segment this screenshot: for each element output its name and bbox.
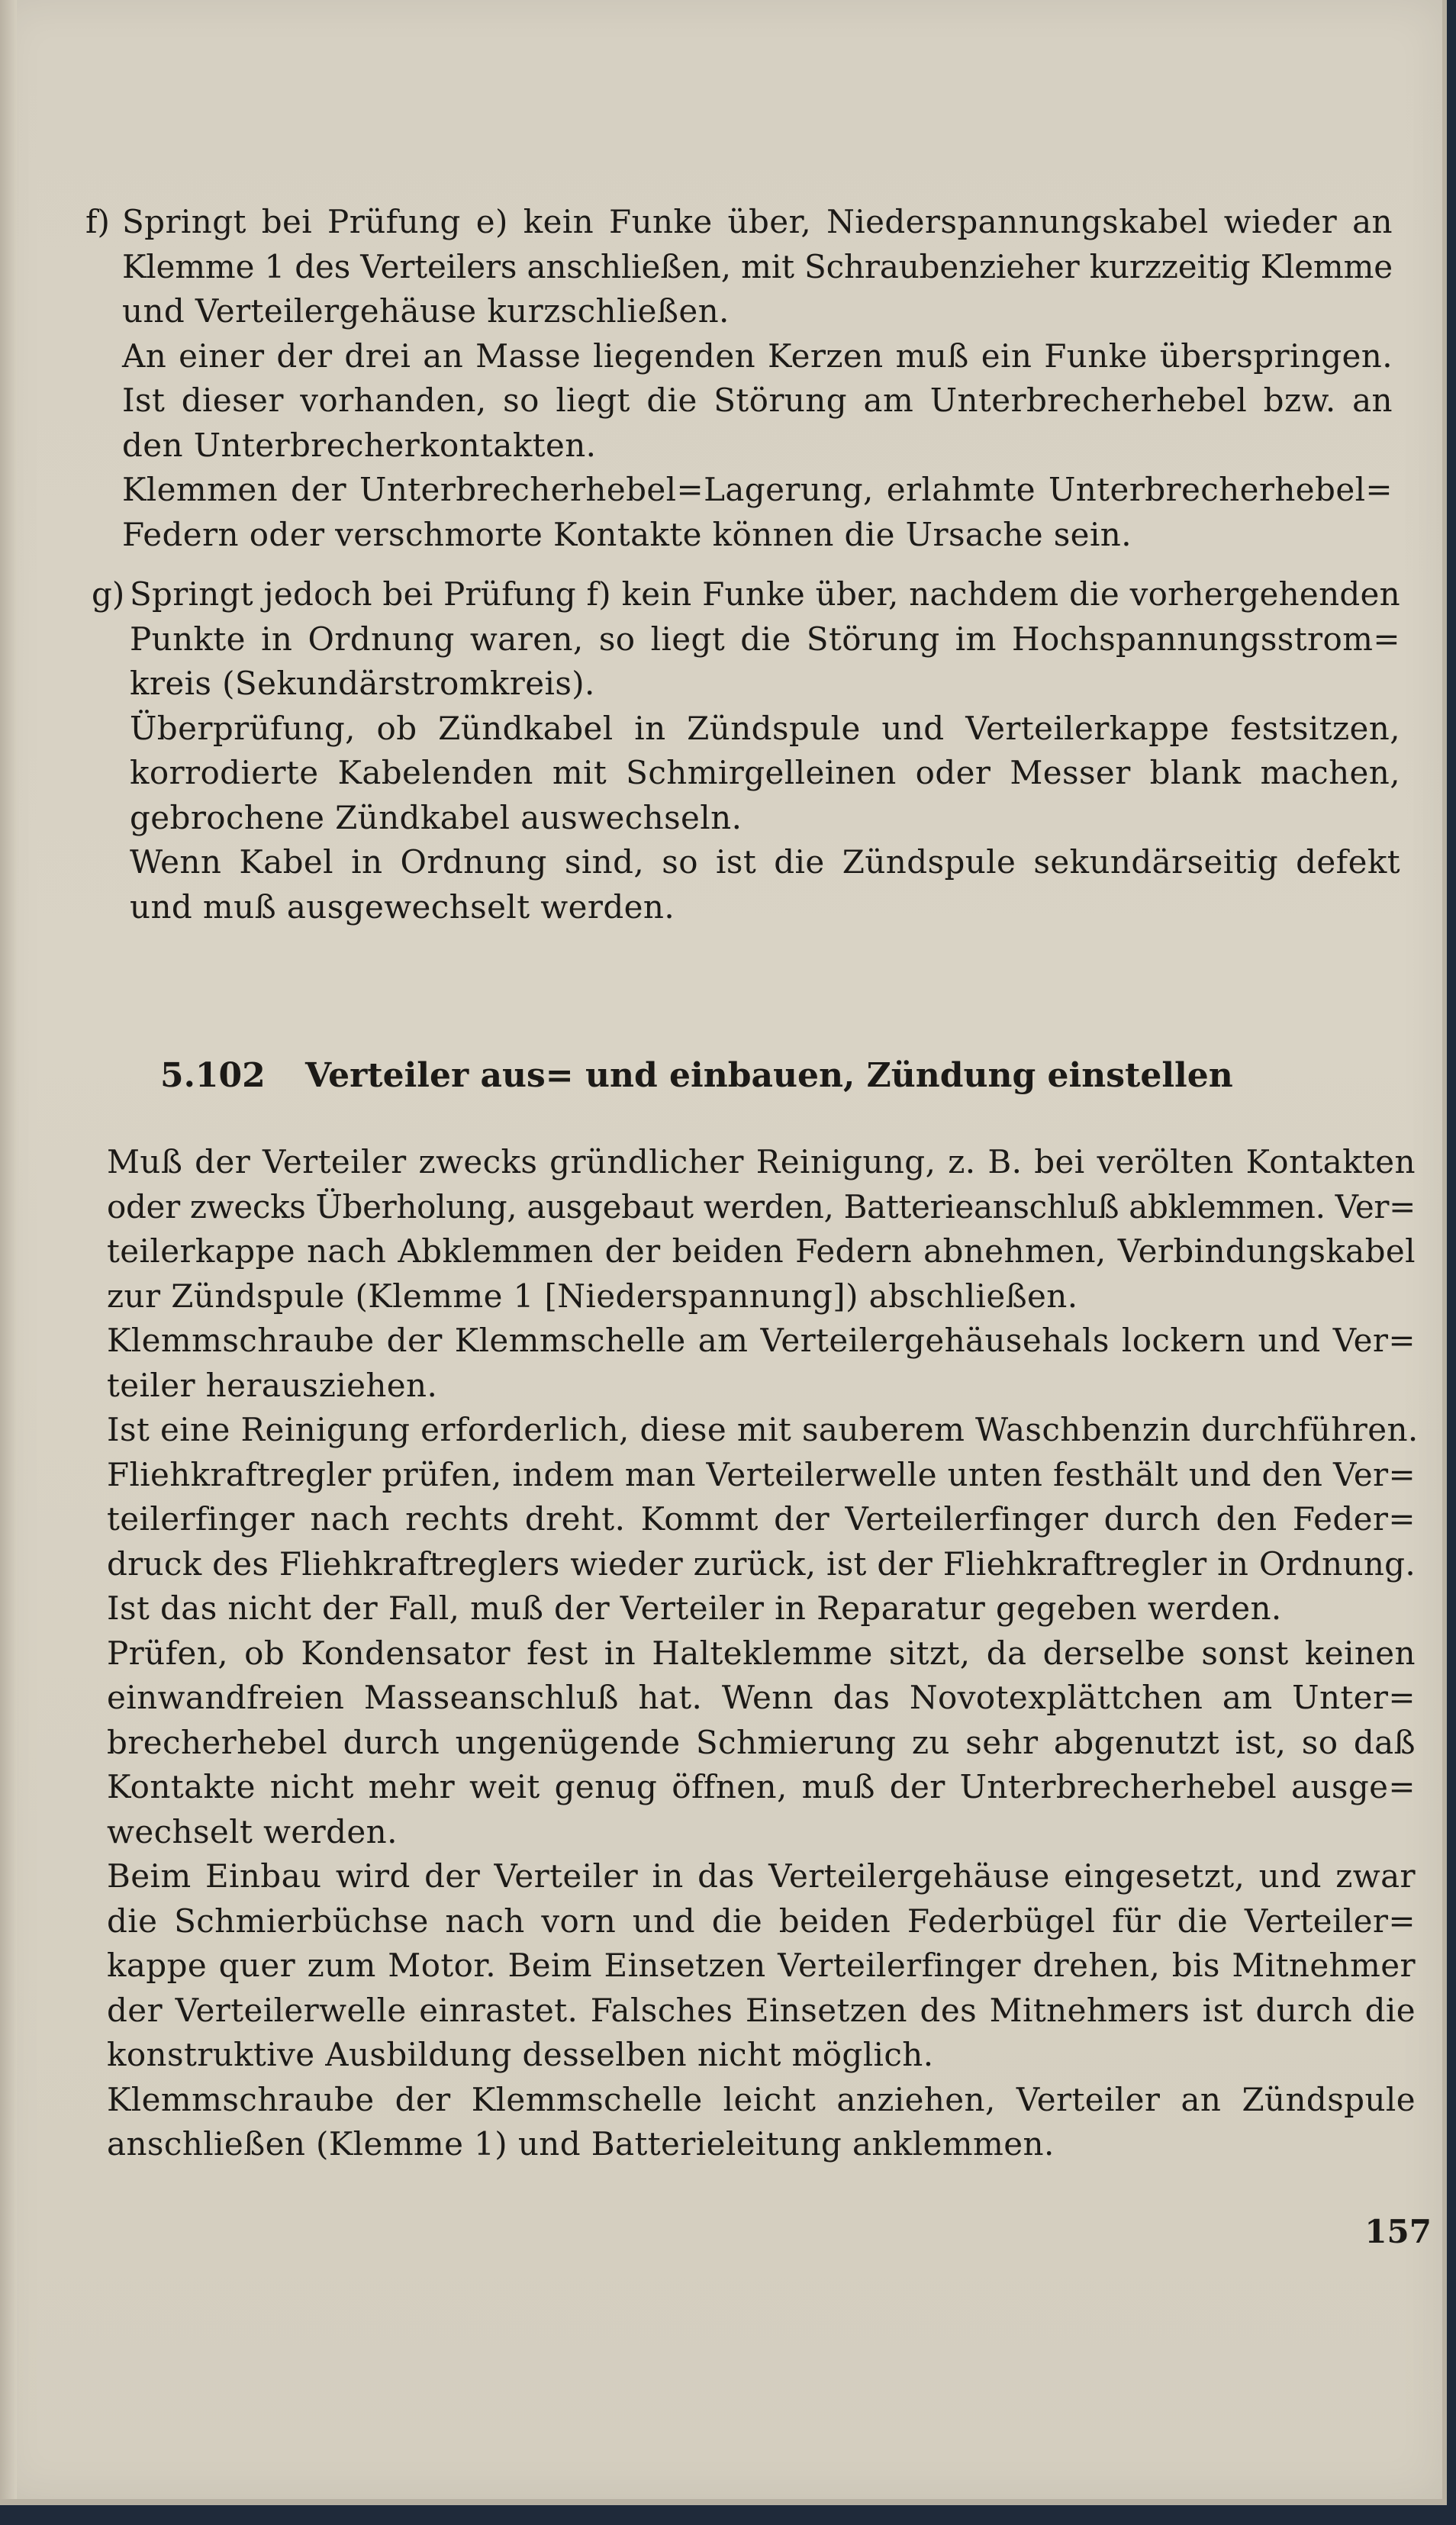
text-line: korrodierte Kabelenden mit Schmirgelleinen oder Messer blank machen, <box>130 754 1400 791</box>
text-line: Klemmschraube der Klemmschelle am Verteilergehäusehals lockern und Ver= <box>107 1322 1416 1359</box>
text-line: der Verteilerwelle einrastet. Falsches Einsetzen des Mitnehmers ist durch die <box>107 1991 1416 2029</box>
text-line: Beim Einbau wird der Verteiler in das Verteilergehäuse eingesetzt, und zwar <box>107 1857 1416 1895</box>
text-line: Prüfen, ob Kondensator fest in Halteklemme sitzt, da derselbe sonst keinen <box>107 1634 1416 1672</box>
section-heading <box>160 1053 1233 1099</box>
text-line: Wenn Kabel in Ordnung sind, so ist die Zündspule sekundärseitig defekt <box>130 843 1400 881</box>
text-line: die Schmierbüchse nach vorn und die beiden Federbügel für die Verteiler= <box>107 1902 1416 1940</box>
text-line: anschließen (Klemme 1) und Batterieleitung anklemmen. <box>107 2125 1055 2163</box>
text-line: Klemme 1 des Verteilers anschließen, mit Schraubenzieher kurzzeitig Klemme <box>122 247 1393 285</box>
text-line: Überprüfung, ob Zündkabel in Zündspule und Verteilerkappe festsitzen, <box>130 709 1400 747</box>
text-line: wechselt werden. <box>107 1812 398 1850</box>
page-number: 157 <box>1364 2213 1432 2250</box>
text-line: Klemmen der Unterbrecherhebel=Lagerung, erlahmte Unterbrecherhebel= <box>122 471 1393 508</box>
text-line: Klemmschraube der Klemmschelle leicht anziehen, Verteiler an Zündspule <box>107 2080 1416 2118</box>
section-number: 5.102 <box>160 1056 266 1095</box>
text-line: Ist das nicht der Fall, muß der Verteiler in Reparatur gegeben werden. <box>107 1589 1282 1627</box>
text-line: und muß ausgewechselt werden. <box>130 887 675 926</box>
text-line: einwandfreien Masseanschluß hat. Wenn das Novotexplättchen am Unter= <box>107 1679 1416 1716</box>
text-line: kappe quer zum Motor. Beim Einsetzen Verteilerfinger drehen, bis Mitnehmer <box>107 1947 1416 1984</box>
text-line: konstruktive Ausbildung desselben nicht möglich. <box>107 2036 934 2073</box>
text-line: Springt jedoch bei Prüfung f) kein Funke über, nachdem die vorhergehenden <box>130 575 1400 613</box>
text-line: Punkte in Ordnung waren, so liegt die Störung im Hochspannungsstrom= <box>130 620 1400 658</box>
item-g-text <box>130 572 1400 929</box>
text-line: Springt bei Prüfung e) kein Funke über, Niederspannungskabel wieder an <box>122 203 1393 240</box>
text-line: teilerfinger nach rechts dreht. Kommt der Verteilerfinger durch den Feder= <box>107 1500 1416 1538</box>
text-line: brecherhebel durch ungenügende Schmierung zu sehr abgenutzt ist, so daß <box>107 1723 1416 1761</box>
text-line: Federn oder verschmorte Kontakte können die Ursache sein. <box>122 515 1132 553</box>
text-line: kreis (Sekundärstromkreis). <box>130 665 595 702</box>
text-line: Ist eine Reinigung erforderlich, diese mit sauberem Waschbenzin durchführen. <box>107 1411 1419 1448</box>
text-line: Ist dieser vorhanden, so liegt die Störung am Unterbrecherhebel bzw. an <box>122 382 1393 419</box>
text-line: druck des Fliehkraftreglers wieder zurück, ist der Fliehkraftregler in Ordnung. <box>107 1544 1416 1583</box>
list-marker-g: g) <box>92 575 125 613</box>
text-line: teiler herausziehen. <box>107 1366 438 1404</box>
page-edge <box>0 0 17 2499</box>
text-line: zur Zündspule (Klemme 1 [Niederspannung]) abschließen. <box>107 1277 1078 1315</box>
text-line: Fliehkraftregler prüfen, indem man Verteilerwelle unten festhält und den Ver= <box>107 1455 1416 1493</box>
text-line: An einer der drei an Masse liegenden Kerzen muß ein Funke überspringen. <box>122 337 1393 375</box>
text-line: gebrochene Zündkabel auswechseln. <box>130 798 742 836</box>
text-line: oder zwecks Überholung, ausgebaut werden, Batterieanschluß abklemmen. Ver= <box>107 1187 1416 1225</box>
text-line: den Unterbrecherkontakten. <box>122 426 597 464</box>
text-line: Kontakte nicht mehr weit genug öffnen, muß der Unterbrecherhebel ausge= <box>107 1768 1416 1805</box>
text-line: teilerkappe nach Abklemmen der beiden Federn abnehmen, Verbindungskabel <box>107 1232 1416 1270</box>
item-f-text <box>122 200 1393 557</box>
section-title: Verteiler aus= und einbauen, Zündung einstellen <box>305 1056 1233 1095</box>
text-line: und Verteilergehäuse kurzschließen. <box>122 292 730 330</box>
list-marker-f: f) <box>85 203 110 240</box>
text-line: Muß der Verteiler zwecks gründlicher Reinigung, z. B. bei verölten Kontakten <box>107 1143 1416 1180</box>
section-body <box>107 1140 1419 2167</box>
